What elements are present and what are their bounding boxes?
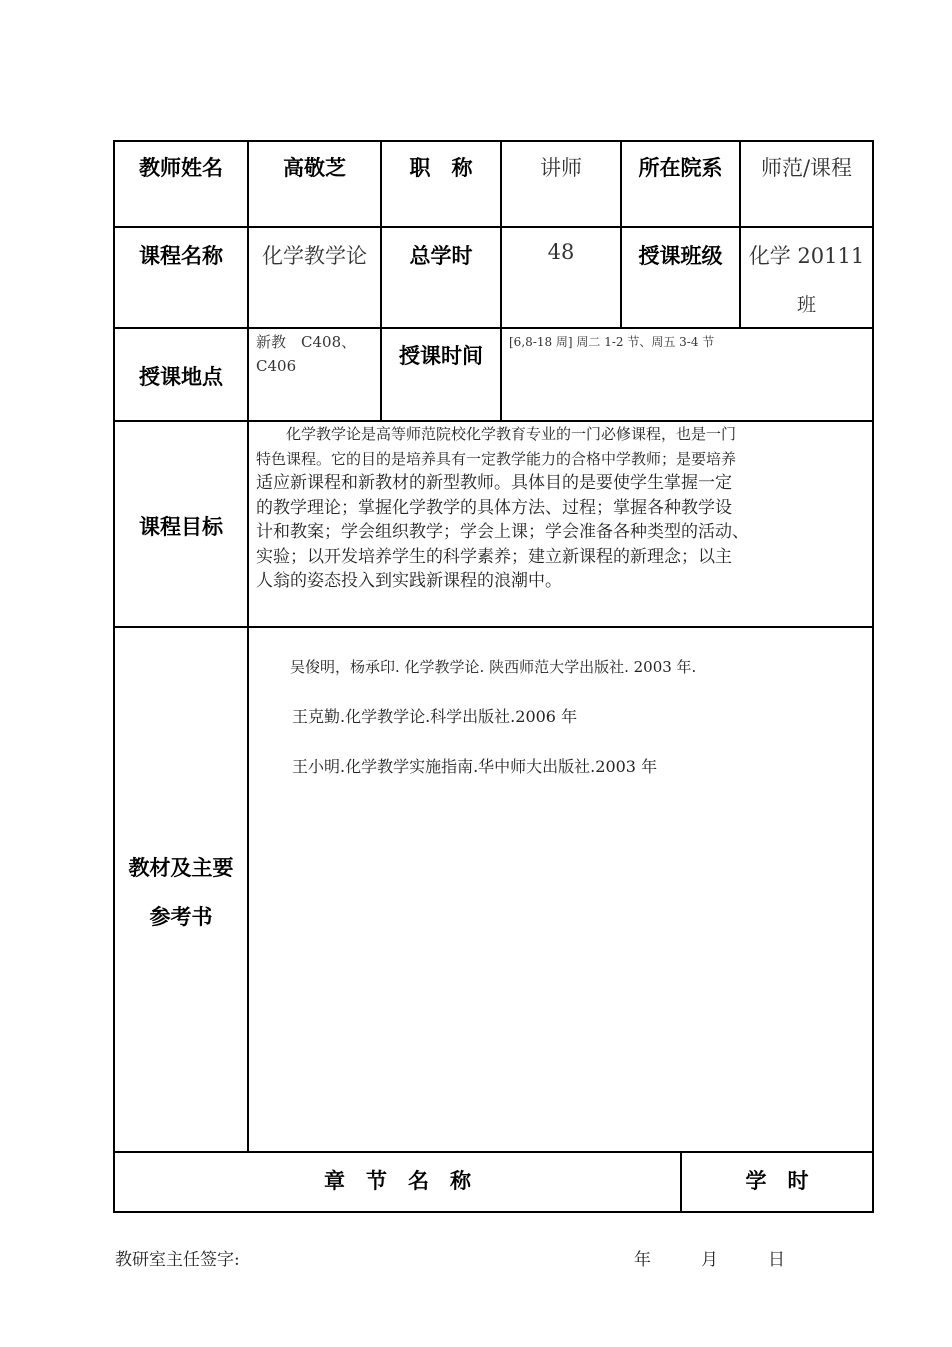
total-hours-label: 总学时	[409, 244, 473, 268]
goal-line: 特色课程。它的目的是培养具有一定教学能力的合格中学教师；是要培养	[256, 449, 737, 468]
table-border-bottom	[113, 1211, 874, 1213]
course-name-label: 课程名称	[139, 244, 223, 268]
reference-item: 吴俊明，杨承印. 化学教学论. 陕西师范大学出版社. 2003 年.	[290, 658, 697, 676]
class-label: 授课班级	[638, 244, 723, 268]
row-divider-2	[113, 327, 874, 329]
row-divider-1	[113, 226, 874, 228]
goal-line: 适应新课程和新教材的新型教师。具体目的是要使学生掌握一定	[256, 473, 732, 493]
reference-item: 王克勤.化学教学论.科学出版社.2006 年	[292, 707, 578, 726]
title-value: 讲师	[540, 156, 582, 180]
course-goal-label: 课程目标	[139, 515, 223, 539]
signature-year: 年	[634, 1250, 651, 1270]
location-label: 授课地点	[139, 365, 223, 389]
signature-day: 日	[768, 1250, 785, 1270]
location-value-line1: 新教 C408、	[256, 333, 357, 351]
table-border-top	[113, 140, 874, 142]
col-divider-3	[500, 140, 502, 422]
class-value-line2: 班	[796, 294, 816, 316]
chapter-name-header: 章 节 名 称	[324, 1169, 471, 1193]
department-label: 所在院系	[638, 156, 723, 180]
location-value-line2: C406	[256, 357, 297, 375]
teacher-name-value: 高敬芝	[283, 156, 346, 180]
table-border-left	[113, 140, 115, 1213]
reference-item: 王小明.化学教学实施指南.华中师大出版社.2003 年	[292, 757, 658, 776]
total-hours-value: 48	[547, 240, 575, 264]
goal-line: 计和教案；学会组织教学；学会上课；学会准备各种类型的活动、	[256, 522, 749, 542]
goal-line: 化学教学论是高等师范院校化学教育专业的一门必修课程，也是一门	[256, 425, 737, 443]
goal-line: 的教学理论；掌握化学教学的具体方法、过程；掌握各种教学设	[256, 497, 732, 518]
table-border-right	[872, 140, 874, 1213]
row-divider-5	[113, 1151, 874, 1153]
col-divider-label	[247, 140, 249, 1153]
row-divider-4	[113, 626, 874, 628]
department-value: 师范/课程	[760, 156, 853, 180]
course-name-value: 化学教学论	[262, 244, 367, 268]
references-label-line2: 参考书	[149, 905, 213, 929]
course-goal-text	[256, 422, 866, 594]
goal-line: 人翁的姿态投入到实践新课程的浪潮中。	[256, 571, 562, 591]
teacher-name-label: 教师姓名	[139, 156, 223, 180]
chapter-hours-header: 学 时	[745, 1169, 809, 1193]
class-value-line1: 化学 20111	[748, 244, 865, 268]
class-time-label: 授课时间	[399, 344, 483, 368]
references-label-line1: 教材及主要	[128, 856, 234, 880]
class-time-value: [6,8-18 周] 周二 1-2 节、周五 3-4 节	[509, 335, 715, 349]
signature-month: 月	[701, 1250, 718, 1270]
goal-line: 实验；以开发培养学生的科学素养；建立新课程的新理念；以主	[256, 546, 732, 567]
signature-label: 教研室主任签字:	[115, 1250, 240, 1270]
title-label: 职 称	[409, 156, 473, 180]
